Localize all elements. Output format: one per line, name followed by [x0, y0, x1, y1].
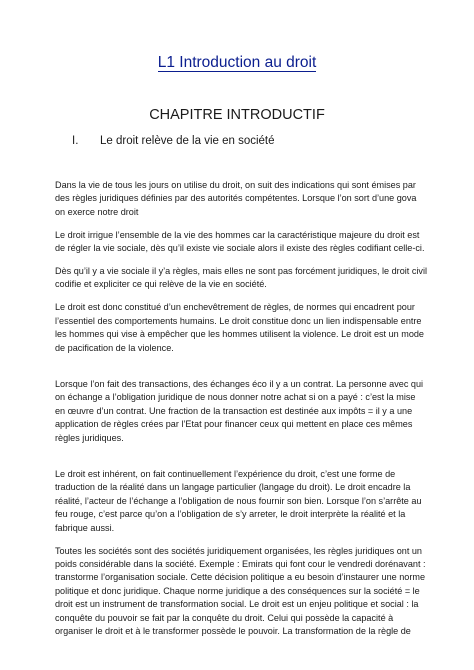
paragraph: Lorsque l’on fait des transactions, des échanges éco il y a un contrat. La personne avec qui on échange a l’obligation juridique de nous donner notre achat si on a payé : c’est la mise en œuvre d’un contrat. Une fraction de la transaction est destinée aux impôts = il y a une application de règles crées par l’Etat pour financer ceux qui mettent en place ces mêmes règles juridiques.	[55, 378, 424, 443]
document-title: L1 Introduction au droit	[157, 54, 317, 71]
section-title: Le droit relève de la vie en société	[100, 135, 275, 147]
paragraph: Dans la vie de tous les jours on utilise du droit, on suit des indications qui sont émises par des règles juridiques définies par des autorités compétentes. Lorsque l’on sort d’une gova on exerce notre droit	[55, 180, 417, 217]
section-heading	[72, 135, 275, 147]
paragraph: Dès qu’il y a vie sociale il y’a règles, mais elles ne sont pas forcément juridiques, le droit civil codifie et expliciter ce qui relève de la vie en société.	[55, 266, 427, 290]
paragraph: Le droit est donc constitué d’un enchevêtrement de règles, de normes qui encadrent pour l’essentiel des comportements humains. Le droit constitue donc un lien indispensable entre les hommes qui vise à empêcher que les hommes utilisent la violence. Le droit est un mode de pacification de la violence.	[55, 302, 424, 353]
paragraph: Le droit est inhérent, on fait continuellement l’expérience du droit, c’est une forme de traduction de la réalité dans un langage particulier (langage du droit). Le droit encadre la réalité, l’acteur de l’échange a l’obligation de nous fournir son bien. Lorsque l’on s’arrête au feu rouge, c’est parce qu’on a l’obligation de s’y arreter, le droit interprète la réalité et la fabrique aussi.	[55, 469, 422, 533]
section-number: I.	[72, 135, 79, 147]
paragraph: Toutes les sociétés sont des sociétés juridiquement organisées, les règles juridiques ont un poids considérable dans la société. Exemple : Emirats qui font cour le vendredi dorénavant : transtorme l’organisation sociale. Cette décision politique a eu besoin d’instaurer une norme politique et donc juridique. Chaque norme juridique a des conséquences sur la société = le droit est un instrument de transformation social. Le droit est un enjeu politique et social : la conquête du pouvoir se fait par la conquête du droit. Celui qui possède la capacité à organiser le droit et à le transformer possède le pouvoir. La transformation de la règle de	[55, 545, 426, 636]
document-body	[55, 179, 427, 648]
paragraph: Le droit irrigue l’ensemble de la vie des hommes car la caractéristique majeure du droit est de régler la vie sociale, dès qu’il existe vie sociale alors il existe des règles codifiant celle-ci.	[55, 229, 425, 254]
chapter-heading: CHAPITRE INTRODUCTIF	[149, 107, 325, 123]
